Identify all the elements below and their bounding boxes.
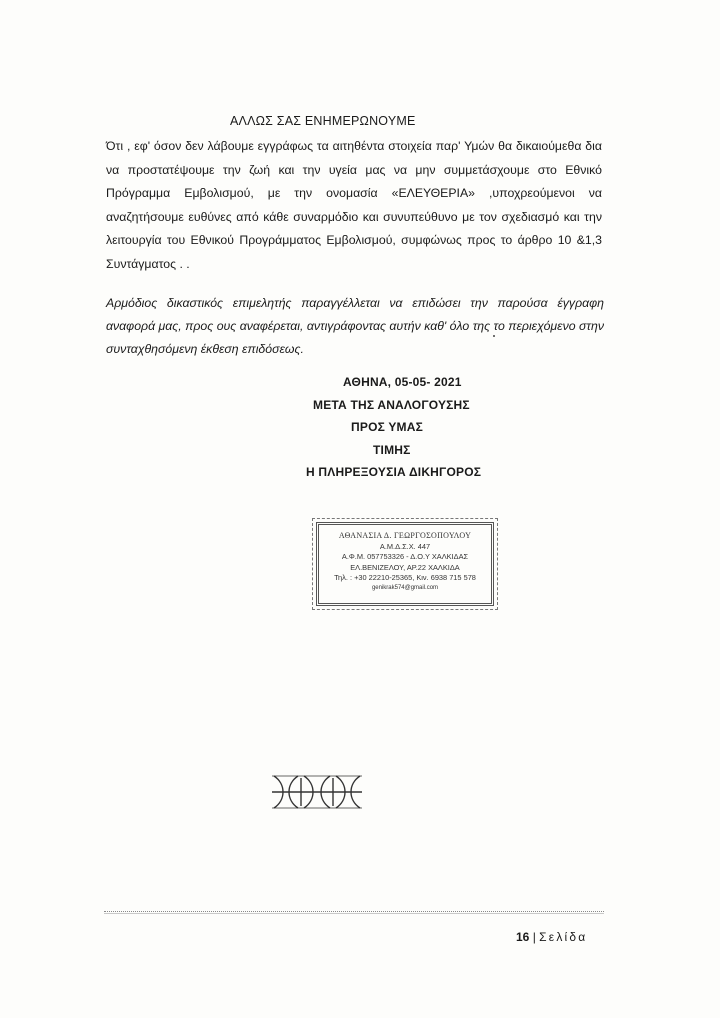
- footer-divider: [104, 911, 604, 912]
- ink-speck: [493, 335, 495, 337]
- stamp-phone: Τηλ. : +30 22210-25365, Κιν. 6938 715 578: [334, 573, 476, 583]
- date-line: ΑΘΗΝΑ, 05-05- 2021: [343, 375, 462, 389]
- page-label: Σελίδα: [539, 930, 588, 944]
- service-instruction-paragraph: Αρμόδιος δικαστικός επιμελητής παραγγέλλεται να επιδώσει την παρούσα έγγραφη αναφορά μας, προς ους αναφέρεται, αντιγράφοντας αυτήν καθ' όλο της το περιεχόμενο στην συνταχθησόμενη έκθεση επιδόσεως.: [106, 296, 604, 356]
- stamp-email: genikrak574@gmail.com: [371, 584, 439, 591]
- page-number: 16: [516, 930, 530, 944]
- footer-divider-shadow: [104, 913, 604, 914]
- page-separator: |: [532, 930, 536, 944]
- stamp-registry-number: Α.Μ.Δ.Σ.Χ. 447: [379, 541, 431, 551]
- stamp-tax-id: Α.Φ.Μ. 057753326 - Δ.Ο.Υ ΧΑΛΚΙΔΑΣ: [341, 552, 469, 562]
- decorative-ornament-icon: [270, 772, 364, 812]
- stamp-address: ΕΛ.ΒΕΝΙΖΕΛΟΥ, ΑΡ.22 ΧΑΛΚΙΔΑ: [350, 562, 460, 572]
- body-paragraph: Ότι , εφ' όσον δεν λάβουμε εγγράφως τα αιτηθέντα στοιχεία παρ' Υμών θα δικαιούμεθα δια να προστατέψουμε την ζωή και την υγεία μας να μην συμμετάσχουμε στο Εθνικό Πρόγραμμα Εμβολισμού, με την ονομασία «ΕΛΕΥΘΕΡΙΑ» ,υποχρεούμενοι να αναζητήσουμε ευθύνες από κάθε συναρμόδιο και συνυπεύθυνο με τον σχεδιασμό και την λειτουργία του Εθνικού Προγράμματος Εμβολισμού, συμφώνως προς το άρθρο 10 &1,3 Συντάγματος . .: [106, 139, 602, 271]
- page-footer: [516, 930, 587, 944]
- closing-line-2: ΠΡΟΣ ΥΜΑΣ: [351, 420, 423, 434]
- signer-role: Η ΠΛΗΡΕΞΟΥΣΙΑ ΔΙΚΗΓΟΡΟΣ: [306, 465, 482, 479]
- lawyer-stamp: [316, 522, 494, 606]
- section-heading: ΑΛΛΩΣ ΣΑΣ ΕΝΗΜΕΡΩΝΟΥΜΕ: [230, 114, 416, 128]
- stamp-name: ΑΘΑΝΑΣΙΑ Δ. ΓΕΩΡΓΟΣΟΠΟΥΛΟΥ: [338, 531, 472, 540]
- closing-line-1: ΜΕΤΑ ΤΗΣ ΑΝΑΛΟΓΟΥΣΗΣ: [313, 398, 470, 412]
- closing-line-3: ΤΙΜΗΣ: [373, 443, 411, 457]
